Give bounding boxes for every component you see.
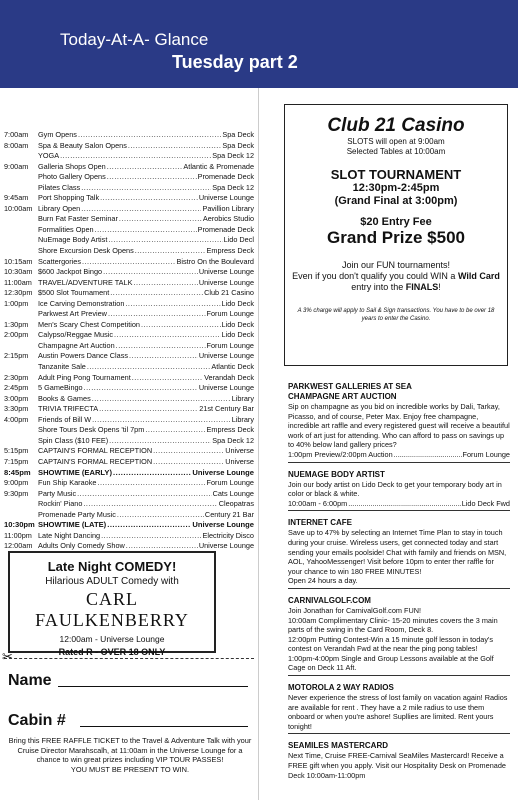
radios-body: Never experience the stress of lost family on vacation again! Radios are available for rent . They have a 2 mile radius to use them onboard or when you're ashore! Supllies are limited. Rent yours tonight! (288, 693, 508, 731)
schedule-location: Promenade Deck (197, 172, 254, 182)
schedule-row (4, 362, 254, 373)
schedule-location: Universe Lounge (192, 520, 254, 530)
schedule-row (4, 141, 254, 152)
schedule-time (4, 235, 38, 246)
parkwest-location: Forum Lounge (462, 449, 510, 459)
schedule-event: Parkwest Art Preview (38, 309, 107, 319)
schedule-row (4, 425, 254, 436)
schedule-row (4, 299, 254, 310)
golf-body-3: 12:00pm Putting Contest-Win a 15 minute golf lesson in today's contest on Verandah Fwd at the near the ping pong tables! (288, 634, 494, 654)
schedule-time: 2:30pm (4, 372, 29, 382)
internet-title: INTERNET CAFE (288, 518, 352, 528)
schedule-row (4, 257, 254, 268)
schedule-event: Friends of Bill W (38, 414, 92, 424)
seamiles-section (288, 741, 510, 780)
schedule-row (4, 341, 254, 352)
golf-section (288, 596, 510, 676)
schedule-time: 9:30pm (4, 488, 29, 498)
casino-title: Club 21 Casino (327, 115, 465, 136)
schedule-time (4, 151, 38, 162)
schedule-row (4, 373, 254, 384)
schedule-time (4, 246, 38, 257)
schedule-location: 21st Century Bar (199, 404, 254, 414)
schedule-row (4, 478, 254, 489)
schedule-time: 2:45pm (4, 383, 29, 393)
schedule-time: 3:00pm (4, 393, 29, 403)
schedule-event: Shore Tours Desk Opens 'til 7pm (38, 425, 145, 435)
schedule-location: Forum Lounge (206, 309, 254, 319)
schedule-row (4, 130, 254, 141)
comedy-box (8, 551, 216, 657)
schedule-time: 2:00pm (4, 330, 29, 340)
schedule-time (4, 341, 38, 352)
schedule-time (4, 510, 38, 521)
schedule-time: 10:30am (4, 267, 33, 277)
schedule-time: 10:30pm (4, 520, 35, 530)
column-divider (258, 88, 259, 800)
radios-title: MOTOROLA 2 WAY RADIOS (288, 683, 394, 693)
schedule-row (4, 204, 254, 215)
schedule-location: Spa Deck 12 (212, 435, 254, 445)
schedule-location: Universe Lounge (198, 383, 254, 393)
schedule-time: 12:30pm (4, 288, 33, 298)
schedule-location: Universe Lounge (198, 193, 254, 203)
schedule-row (4, 394, 254, 405)
parkwest-title: PARKWEST GALLERIES AT SEA (288, 382, 412, 391)
schedule-time (4, 183, 38, 194)
schedule-row (4, 162, 254, 173)
schedule-time: 2:15pm (4, 351, 29, 361)
internet-section (288, 518, 510, 589)
header-banner (0, 0, 518, 88)
nuemage-title: NUEMAGE BODY ARTIST (288, 469, 385, 479)
schedule-time (4, 425, 38, 436)
schedule-event: Austin Powers Dance Class (38, 351, 129, 361)
schedule-location: Lido Deck (221, 319, 254, 329)
schedule-row (4, 351, 254, 362)
schedule-event: Fun Ship Karaoke (38, 478, 97, 488)
schedule-time (4, 214, 38, 225)
schedule-event: Burn Fat Faster Seminar (38, 214, 118, 224)
schedule-row (4, 489, 254, 500)
schedule-location: Library (231, 414, 254, 424)
cabin-field[interactable] (80, 726, 248, 727)
raffle-text (6, 736, 254, 774)
schedule-event: Spa & Beauty Salon Opens (38, 140, 127, 150)
schedule-event: $600 Jackpot Bingo (38, 267, 103, 277)
schedule-row (4, 457, 254, 468)
schedule-event: Champagne Art Auction (38, 340, 115, 350)
entry-fee: $20 Entry Fee (360, 216, 432, 228)
golf-body-2: 10:00am Complimentary Clinic- 15-20 minutes covers the 3 main parts of the swing in the Card Room, Deck 8. (288, 615, 498, 635)
schedule-location: Century 21 Bar (204, 509, 254, 519)
raffle-body: Bring this FREE RAFFLE TICKET to the Travel & Adventure Talk with your Cruise Director Marahscalh, at 11:00am in the Universe Lounge for a chance to win great prizes including VIP TOUR PASSES! (8, 736, 252, 765)
parkwest-body: Sip on champagne as you bid on incredible works by Dali, Tarkay, Picasso, and of course, Peter Max. Enjoy free champagne, incredible art raffle and every registered guest will receive a beautiful work of art just for attending. Who can afford to pass on savings up to 40% below land gallery prices? (288, 402, 510, 450)
schedule-event: CAPTAIN'S FORMAL RECEPTION (38, 456, 153, 466)
internet-body: Save up to 47% by selecting an Internet Time Plan to stay in touch during your cruise. Wireless users, get connected today and start sending your emails poolside! Chat with family and friends on MSN, AOL, YahooMessenger! Visit before 10pm to enter ther raffle for your chance to win 180 FREE MINUTES! (288, 528, 507, 576)
wild-card-text: Wild Card (457, 271, 500, 281)
nuemage-line (288, 499, 510, 509)
schedule-list (4, 130, 254, 552)
golf-body-1: Join Jonathan for CarnivalGolf.com FUN! (288, 605, 422, 615)
schedule-event: Library Open (38, 203, 81, 213)
casino-even-pre: Even if you don't qualify you could WIN a (292, 271, 458, 281)
golf-title: CARNIVALGOLF.COM (288, 595, 371, 605)
schedule-event: Pilates Class (38, 182, 81, 192)
schedule-row (4, 235, 254, 246)
schedule-location: Spa Deck 12 (212, 182, 254, 192)
schedule-location: Lido Decl (223, 235, 254, 245)
parkwest-line (288, 450, 510, 460)
schedule-location: Club 21 Casino (204, 288, 254, 298)
schedule-location: Universe Lounge (192, 467, 254, 477)
casino-slots: SLOTS will open at 9:00am (347, 137, 445, 146)
golf-body-4: 1:00pm-4:00pm Single and Group Lessons available at the Golf Cage on Deck 11 Aft. (288, 653, 494, 673)
casino-join: Join our FUN tournaments! (341, 260, 451, 270)
schedule-location: Library (231, 393, 254, 403)
schedule-location: Electricity Disco (202, 530, 254, 540)
schedule-row (4, 214, 254, 225)
schedule-event: Shore Excursion Desk Opens (38, 246, 134, 256)
schedule-row (4, 288, 254, 299)
schedule-row (4, 330, 254, 341)
schedule-time: 10:00am (4, 203, 33, 213)
schedule-row (4, 151, 254, 162)
casino-box (284, 104, 508, 366)
schedule-location: Universe (225, 446, 254, 456)
schedule-time: 8:00am (4, 140, 29, 150)
nuemage-body: Join our body artist on Lido Deck to get your temporary body art in color or black & white. (288, 479, 502, 499)
schedule-row (4, 531, 254, 542)
grand-prize: Grand Prize $500 (327, 228, 465, 247)
schedule-row (4, 499, 254, 510)
page-title: Today-At-A- Glance (60, 30, 209, 49)
tournament-final: (Grand Final at 3:00pm) (334, 195, 458, 207)
schedule-row (4, 446, 254, 457)
schedule-event: Gym Opens (38, 130, 77, 139)
schedule-event: 5 GameBingo (38, 383, 83, 393)
parkwest-section (288, 382, 510, 463)
schedule-event: Scattergories (38, 256, 81, 266)
casino-fine-print: A 3% charge will apply to Sail & Sign transactions. You have to be over 18 years to enter the Casino. (297, 308, 495, 322)
name-label: Name (8, 672, 52, 689)
name-field[interactable] (58, 686, 248, 687)
schedule-row (4, 183, 254, 194)
schedule-event: Port Shopping Talk (38, 193, 100, 203)
nuemage-location: Lido Deck Fwd (461, 498, 510, 508)
schedule-row (4, 520, 254, 531)
schedule-time (4, 172, 38, 183)
schedule-location: Cats Lounge (212, 488, 254, 498)
schedule-time: 4:00pm (4, 414, 29, 424)
schedule-event: SHOWTIME (LATE) (38, 520, 107, 530)
schedule-location: Atlantic Deck (211, 362, 254, 372)
schedule-location: Universe Lounge (198, 541, 254, 551)
schedule-location: Verandah Deck (204, 372, 254, 382)
cabin-label: Cabin # (8, 712, 66, 729)
schedule-row (4, 309, 254, 320)
schedule-row (4, 193, 254, 204)
schedule-time: 9:00pm (4, 478, 29, 488)
schedule-row (4, 383, 254, 394)
schedule-event: Ice Carving Demonstration (38, 298, 125, 308)
schedule-location: Lido Deck (221, 330, 254, 340)
schedule-row (4, 436, 254, 447)
schedule-time: 5:15pm (4, 446, 29, 456)
schedule-event: Men's Scary Chest Competition (38, 319, 140, 329)
right-column (288, 382, 510, 787)
casino-promo (285, 260, 507, 293)
slot-tournament-heading: SLOT TOURNAMENT (330, 167, 462, 182)
schedule-time: 1:30pm (4, 319, 29, 329)
schedule-location: Empress Deck (206, 425, 254, 435)
schedule-time (4, 225, 38, 236)
schedule-event: Photo Gallery Opens (38, 172, 106, 182)
schedule-time: 10:15am (4, 256, 33, 266)
comedy-venue: 12:00am - Universe Lounge (59, 634, 165, 644)
schedule-time (4, 499, 38, 510)
schedule-event: Promenade Party Music (38, 509, 116, 519)
schedule-time: 8:45pm (4, 467, 31, 477)
schedule-row (4, 278, 254, 289)
schedule-row (4, 510, 254, 521)
schedule-time: 7:15pm (4, 456, 29, 466)
schedule-event: NuEmage Body Artist (38, 235, 108, 245)
schedule-event: Galleria Shops Open (38, 161, 106, 171)
schedule-location: Promenade Deck (197, 224, 254, 234)
cut-line (4, 658, 254, 659)
seamiles-title: SEAMILES MASTERCARD (288, 741, 389, 751)
schedule-location: Atlantic & Promenade (183, 161, 254, 171)
schedule-location: Spa Deck (222, 140, 254, 150)
raffle-must: YOU MUST BE PRESENT TO WIN. (70, 764, 190, 774)
schedule-row (4, 225, 254, 236)
schedule-event: Adult Ping Pong Tournament (38, 372, 131, 382)
schedule-time: 11:00am (4, 277, 32, 287)
nuemage-time: 10:00am - 6:00pm (288, 498, 348, 508)
comedy-sub: Hilarious ADULT Comedy with (45, 576, 179, 587)
schedule-location: Universe (225, 456, 254, 466)
casino-excl: ! (438, 282, 441, 292)
schedule-location: Pavillion Library (202, 203, 254, 213)
schedule-event: SHOWTIME (EARLY) (38, 467, 112, 477)
finals-text: FINALS (405, 282, 439, 292)
schedule-event: TRIVIA TRIFECTA (38, 404, 99, 414)
parkwest-time: 1:00pm Preview/2:00pm Auction (288, 449, 393, 459)
schedule-time: 9:00am (4, 161, 29, 171)
schedule-row (4, 468, 254, 479)
schedule-location: Spa Deck (222, 130, 254, 139)
schedule-time (4, 362, 38, 373)
casino-even-post: entry into the (351, 282, 406, 292)
schedule-time (4, 309, 38, 320)
schedule-event: Calypso/Reggae Music (38, 330, 114, 340)
schedule-event: TRAVEL/ADVENTURE TALK (38, 277, 133, 287)
schedule-event: Formalities Open (38, 224, 94, 234)
page-subtitle: Tuesday part 2 (172, 52, 298, 72)
schedule-row (4, 320, 254, 331)
schedule-location: Universe Lounge (198, 351, 254, 361)
schedule-event: YOGA (38, 151, 60, 161)
schedule-time: 9:45am (4, 193, 29, 203)
schedule-time: 7:00am (4, 130, 29, 139)
schedule-event: Late Night Dancing (38, 530, 101, 540)
schedule-location: Aerobics Studio (202, 214, 254, 224)
schedule-event: Tanzanite Sale (38, 362, 86, 372)
schedule-time (4, 436, 38, 447)
schedule-location: Lido Deck (221, 298, 254, 308)
radios-section (288, 683, 510, 734)
schedule-time: 12:00am (4, 541, 33, 551)
schedule-event: Party Music (38, 488, 77, 498)
schedule-time: 11:00pm (4, 530, 32, 540)
schedule-location: Universe Lounge (198, 267, 254, 277)
schedule-location: Spa Deck 12 (212, 151, 254, 161)
schedule-time: 1:00pm (4, 298, 29, 308)
schedule-location: Cleopatras (218, 499, 254, 509)
schedule-location: Universe Lounge (198, 277, 254, 287)
tournament-time: 12:30pm-2:45pm (352, 182, 440, 194)
casino-tables: Selected Tables at 10:00am (346, 147, 446, 156)
schedule-row (4, 415, 254, 426)
schedule-row (4, 404, 254, 415)
schedule-event: Books & Games (38, 393, 91, 403)
schedule-location: Forum Lounge (206, 478, 254, 488)
scissors-icon: ✂ (2, 649, 13, 664)
schedule-row (4, 267, 254, 278)
nuemage-section (288, 470, 510, 512)
comedian-name: CARL FAULKENBERRY (35, 589, 189, 630)
internet-open: Open 24 hours a day. (288, 576, 358, 586)
schedule-event: Spin Class ($10 FEE) (38, 435, 109, 445)
schedule-location: Forum Lounge (206, 340, 254, 350)
schedule-event: CAPTAIN'S FORMAL RECEPTION (38, 446, 153, 456)
schedule-event: Rockin' Piano (38, 499, 83, 509)
comedy-rating: Rated R - OVER 18 ONLY (58, 647, 166, 657)
schedule-row (4, 246, 254, 257)
schedule-event: Adults Only Comedy Show (38, 541, 125, 551)
schedule-location: Bistro On the Boulevard (176, 256, 254, 266)
parkwest-subtitle: CHAMPAGNE ART AUCTION (288, 392, 397, 401)
schedule-row (4, 172, 254, 183)
schedule-event: $500 Slot Tournament (38, 288, 110, 298)
seamiles-body: Next Time, Cruise FREE-Carnival SeaMiles Mastercard! Receive a FREE gift when you apply. Visit our Hospitality Desk on Promenade Deck 10:00am-11:00pm (288, 751, 506, 780)
schedule-location: Empress Deck (206, 246, 254, 256)
comedy-heading: Late Night COMEDY! (47, 559, 177, 574)
schedule-time: 3:30pm (4, 404, 29, 414)
